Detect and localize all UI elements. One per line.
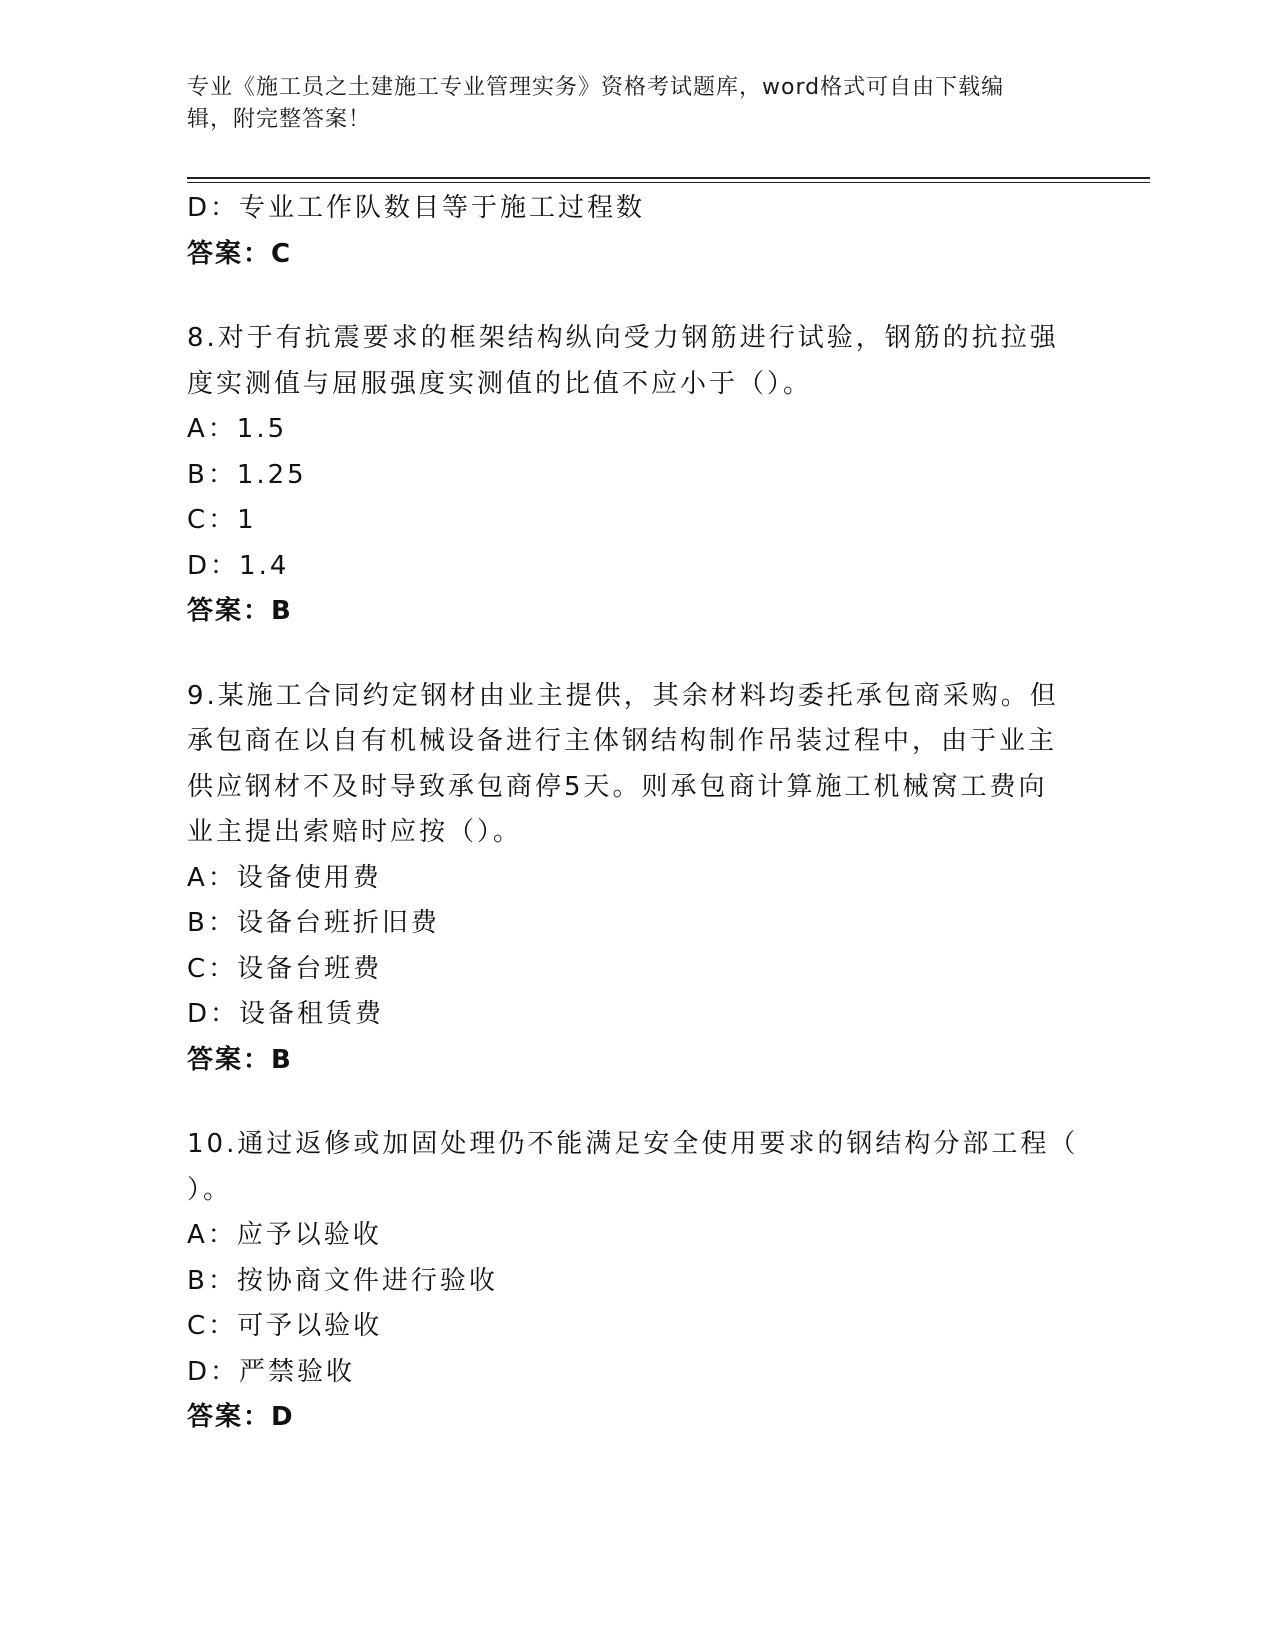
header-line-2: 辑，附完整答案！ (187, 107, 372, 132)
question-10 (187, 1122, 1079, 1441)
answer-line: 答案：D (187, 1402, 295, 1432)
answer-line: 答案：C (187, 238, 293, 269)
option-b: B：1.25 (187, 459, 307, 490)
question-stem-line: 度实测值与屈服强度实测值的比值不应小于（）。 (187, 368, 813, 399)
question-8 (187, 316, 1067, 635)
option-c: C：可予以验收 (187, 1311, 383, 1341)
option-c: C：1 (187, 505, 257, 535)
question-stem-line: 承包商在以自有机械设备进行主体钢结构制作吊装过程中，由于业主 (187, 726, 1058, 756)
header-line-1: 专业《施工员之土建施工专业管理实务》资格考试题库，word格式可自由下载编 (187, 75, 1005, 100)
option-a: A：应予以验收 (187, 1220, 382, 1250)
option-d: D：专业工作队数目等于施工过程数 (187, 193, 646, 223)
question-stem-line: ）。 (187, 1174, 233, 1205)
option-c: C：设备台班费 (187, 953, 383, 984)
question-content (187, 186, 1079, 1441)
option-a: A：设备使用费 (187, 862, 382, 893)
question-stem-line: 业主提出索赔时应按（）。 (187, 817, 523, 847)
question-stem-line: 供应钢材不及时导致承包商停5天。则承包商计算施工机械窝工费向 (187, 771, 1048, 802)
question-stem-line: 8.对于有抗震要求的框架结构纵向受力钢筋进行试验，钢筋的抗拉强 (187, 323, 1059, 353)
document-header (187, 72, 1067, 136)
option-b: B：设备台班折旧费 (187, 908, 440, 938)
option-d: D：严禁验收 (187, 1356, 356, 1387)
previous-question-tail (187, 186, 1067, 277)
option-d: D：设备租赁费 (187, 999, 385, 1029)
answer-line: 答案：B (187, 596, 293, 626)
question-stem-line: 9.某施工合同约定钢材由业主提供，其余材料均委托承包商采购。但 (187, 680, 1059, 711)
option-b: B：按协商文件进行验收 (187, 1265, 498, 1296)
header-divider-thin (187, 182, 1150, 183)
question-9 (187, 674, 1067, 1084)
option-a: A：1.5 (187, 414, 288, 444)
question-stem-line: 10.通过返修或加固处理仍不能满足安全使用要求的钢结构分部工程（ (187, 1129, 1079, 1159)
option-d: D：1.4 (187, 550, 290, 581)
header-divider-thick (187, 177, 1150, 179)
answer-line: 答案：B (187, 1044, 293, 1075)
